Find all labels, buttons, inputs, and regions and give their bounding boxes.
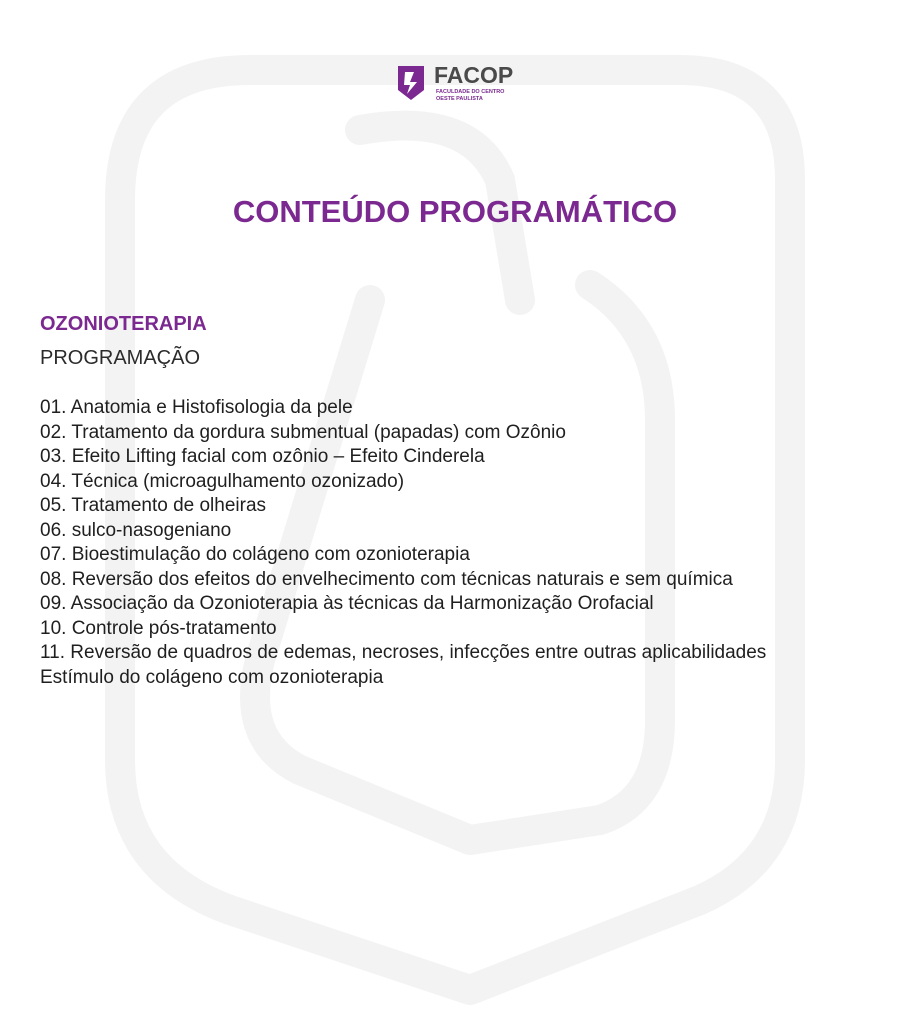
topic-item: Estímulo do colágeno com ozonioterapia <box>40 666 384 688</box>
topic-item: 08. Reversão dos efeitos do envelhecimento com técnicas naturais e sem química <box>40 568 733 590</box>
topic-item: 09. Associação da Ozonioterapia às técnicas da Harmonização Orofacial <box>40 593 654 614</box>
topic-list <box>40 396 860 690</box>
logo-subtitle <box>436 89 526 103</box>
topic-item: 11. Reversão de quadros de edemas, necroses, infecções entre outras aplicabilidades <box>40 642 767 663</box>
facop-logo-icon <box>394 60 428 104</box>
topic-item: 07. Bioestimulação do colágeno com ozonioterapia <box>40 544 470 565</box>
program-section <box>40 310 860 690</box>
page-title: CONTEÚDO PROGRAMÁTICO <box>232 194 678 229</box>
topic-item: 01. Anatomia e Histofisologia da pele <box>40 397 353 418</box>
topic-item: 02. Tratamento da gordura submentual (papadas) com Ozônio <box>40 421 566 443</box>
section-subtitle: PROGRAMAÇÃO <box>40 347 201 369</box>
topic-item: 10. Controle pós-tratamento <box>40 617 277 639</box>
topic-item: 06. sulco-nasogeniano <box>40 519 232 541</box>
facop-logo <box>394 58 524 110</box>
logo-subtitle-line2: OESTE PAULISTA <box>436 96 483 102</box>
section-title: OZONIOTERAPIA <box>40 313 207 335</box>
logo-subtitle-line1: FACULDADE DO CENTRO <box>436 89 505 95</box>
topic-item: 05. Tratamento de olheiras <box>40 495 267 516</box>
topic-item: 03. Efeito Lifting facial com ozônio – Efeito Cinderela <box>40 446 485 467</box>
logo-name: FACOP <box>434 62 514 88</box>
topic-item: 04. Técnica (microagulhamento ozonizado) <box>40 470 405 492</box>
